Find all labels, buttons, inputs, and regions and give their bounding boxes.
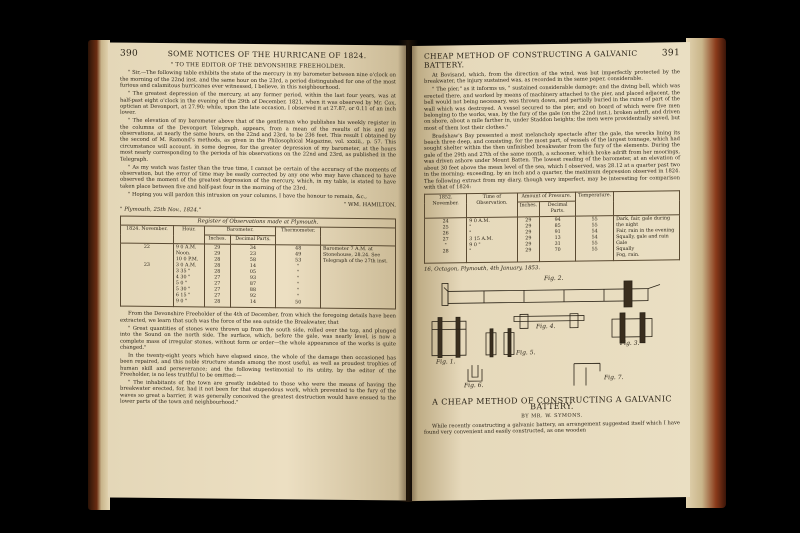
right-paragraph: Bradshaw's Bay presented a most melancholy spectacle after the gale, the wrecks lining its beach three deep, and consisting, for the most part, of vessels of the largest tonnage, which had sought shelter within the then unfinished breakwater from the fury of the elements. During the gale of the 29th and 27th of the same month, a schooner, which broke adrift from her moorings, was driven ashore under Mount Batten. The lowest reading of the barometer, at an elevation of about 30 feet above the mean level of the sea, which I observed, was 28.12 at a quarter past two in the morning; exceeding, by an inch and a quarter, the maximum depression observed in 1824. The following extract from my diary, though very imperfect, may be interesting for comparison with that of 1824:	[424, 129, 680, 191]
col-temp: Temperature.	[576, 192, 614, 217]
cell-note: Barometer 7 A.M. at Stonehouse, 28.24. See Telegraph of the 27th inst.	[321, 246, 396, 310]
cell-dates: 24 25 26 27 " 28	[425, 218, 467, 264]
left-page	[108, 42, 406, 500]
cell-remarks: Dark, fair, gale during the night Fair, rain in the evening Squally, gale and rain Gale Squally Fog, rain.	[614, 215, 680, 261]
fig2-trough	[448, 288, 648, 303]
right-page	[412, 42, 690, 501]
left-page-edges	[88, 40, 110, 510]
plymouth-register-table	[120, 216, 396, 310]
left-paragraph: " The greatest depression of the mercury, at any former period, within the last four years, was at half-past eight o'clock in the evening of the 29th of December, 1821, when it was observed by Mr. Cox, optician at Devonport, at 27.90; while, upon the late occasion, I observed it at 27.87, or 0.11 of an inch lower.	[120, 90, 396, 117]
col-pressure: Amount of Pressure.	[517, 192, 576, 202]
diary-table	[424, 191, 680, 265]
left-paragraph: In the twenty-eight years which have elapsed since, the whole of the damage then occasioned has been repaired, and this noble structure stands among the most useful, as well as proudest trophies of human skill and perseverance; and the following testimonial to its utility, by the editor of the Freeholder, is no less truthful to be omitted:—	[120, 352, 396, 379]
book-gutter	[398, 40, 418, 502]
right-running-head	[412, 42, 690, 73]
cell-inches: 29 29 29 29 29 29	[517, 217, 540, 262]
table-footer: 16, Octagon, Plymouth, 4th January, 1853.	[424, 265, 541, 274]
article-title: A CHEAP METHOD OF CONSTRUCTING A GALVANIC BATTERY.	[432, 394, 672, 412]
cell-dates: 22 23	[121, 244, 174, 308]
left-paragraph: " As my watch was faster than the true time, I cannot be certain of the accuracy of the moments of observation, but the error of time may be easily corrected by any one who may have chanced to have observed the moment of the greatest depression of the mercury, which, in my table, is stated to have taken place between five and half-past four in the morning of the 23rd.	[120, 164, 396, 192]
left-paragraph: " Sir,—The following table exhibits the state of the mercury in my barometer between nine o'clock on the morning of the 22nd inst. and the same hour on the 23rd, a period distinguished for one of the most furious and calamitous hurricanes ever witnessed, I believe, in this neighbourhood.	[120, 70, 396, 92]
left-paragraph: From the Devonshire Freeholder of the 4th of December, from which the foregoing details have been extracted, we learn that such was the force of the sea outside the Breakwater, that	[120, 311, 396, 326]
col-decimal: Decimal Parts.	[230, 236, 276, 245]
right-paragraph: At Bovisand, which, from the direction of the wind, was but imperfectly protected by the breakwater, the injury sustained was, as recorded in the same paper, considerable.	[424, 69, 680, 86]
col-inches: Inches.	[204, 235, 230, 244]
left-paragraph: " Hoping you will pardon this intrusion on your columns, I have the honour to remain, &c.,	[128, 191, 367, 200]
fig7-label: Fig. 7.	[604, 373, 624, 381]
fig3-label: Fig. 3.	[620, 339, 640, 347]
fig4-label: Fig. 4.	[536, 322, 556, 330]
article-byline: BY MR. W. SYMONS.	[521, 412, 583, 419]
signature: " WM. HAMILTON.	[343, 201, 396, 209]
cell-hours: 9 0 A.M. Noon. 10 0 P.M. 3 0 A.M. 3 35 " 4 30 " 5 0 " 5 30 " 6 15 " 9 0 "	[173, 244, 204, 307]
col-date: 1824. November.	[121, 226, 174, 245]
left-paragraph: " Great quantities of stones were thrown up from the south side, rolled over the top, and plunged into the Sound on the north side. The surface, which, before the gale, was nearly level, is now a complete mass of irregular stones, without form or order—the whole appearance of the works is quite changed."	[120, 325, 396, 351]
battery-figures	[424, 274, 680, 396]
cell-inches: 29 29 28 28 28 27 27 27 27 28	[204, 244, 230, 307]
left-paragraph: " The elevation of my barometer above that of the gentleman who publishes his weekly register in the columns of the Devonport Telegraph, appears, from a mean of the results of his and my observations, at nearly the same hours, on the 22nd and 23rd, to be 236 feet. This result I obtained by the second of M. Ramond's methods, as given in the Philosophical Magazine, vol. xxxiii., p. 57. This circumstance will account, in some degree, for the greater depression of my barometer, at the hours most nearly corresponding to the periods of his observations on the 22nd and 23rd, as published in the Telegraph.	[120, 117, 396, 163]
cell-decimals: 34 23 58 14 05 93 87 88 92 14	[230, 245, 276, 308]
cell-temps: 55 55 54 54 55 55	[576, 216, 614, 262]
left-running-title: SOME NOTICES OF THE HURRICANE OF 1824.	[167, 49, 367, 61]
col-inches: Inches.	[517, 202, 540, 217]
dateline: " Plymouth, 25th Nov., 1824."	[120, 206, 202, 214]
fig1-label: Fig. 1.	[436, 358, 456, 366]
cell-thermometer: 48 49 53 " " " " " " 50	[276, 245, 321, 308]
col-time: Time of Observation.	[467, 193, 517, 218]
right-page-number: 391	[661, 48, 680, 59]
fig2-label: Fig. 2.	[544, 274, 564, 282]
fig5-label: Fig. 5.	[516, 348, 536, 357]
article-body: While recently constructing a galvanic battery, an arrangement suggested itself which I have found very convenient and easily constructed, as one wooden	[424, 420, 680, 437]
battery-diagram-illustration	[424, 274, 680, 396]
cell-decimals: 94 85 91 13 31 70	[540, 216, 576, 262]
letter-heading: " TO THE EDITOR OF THE DEVONSHIRE FREEHOLDER.	[170, 62, 346, 70]
col-barometer: Barometer.	[204, 226, 275, 236]
col-thermometer: Thermometer.	[276, 227, 321, 245]
left-page-number: 390	[120, 48, 139, 59]
table-caption: Register of Observations made at Plymouth.	[121, 217, 396, 229]
col-decimal: Decimal Parts.	[540, 201, 576, 217]
col-date: 1852. November.	[425, 194, 467, 219]
fig6-label: Fig. 6.	[464, 381, 484, 389]
cell-times: 9 0 A.M. " " 3 15 A.M. 9 0 " "	[467, 217, 517, 263]
right-running-title: CHEAP METHOD OF CONSTRUCTING A GALVANIC BATTERY.	[424, 48, 638, 70]
left-paragraph: " The inhabitants of the town are greatly indebted to those who were the means of having the breakwater erected, for, had it not been for that stupendous work, which prevented to the fury of the waves so great a barrier, it was generally conceived the greatest destruction would have ensued to the lower parts of the town and neighbourhood."	[120, 379, 396, 407]
col-hour: Hour.	[173, 226, 204, 244]
right-page-edges	[686, 38, 726, 508]
right-paragraph: " The pier," as it informs us, " sustained considerable damage; and the diving bell, which was erected there, and worked by means of machinery attached to the pier, and placed adjacent, the bell would not being necessary, was thrown down, and partially buried in the ruins of part of the wall which was destroyed. A vessel secured to the pier, and on board of which were five men belonging to the works, was, by the fury of the gale (on the 22nd inst.), broken adrift, and driven on shore, about a mile farther in, under Staddon heights; the men were providentially saved, but most of them lost their clothes."	[424, 83, 680, 132]
